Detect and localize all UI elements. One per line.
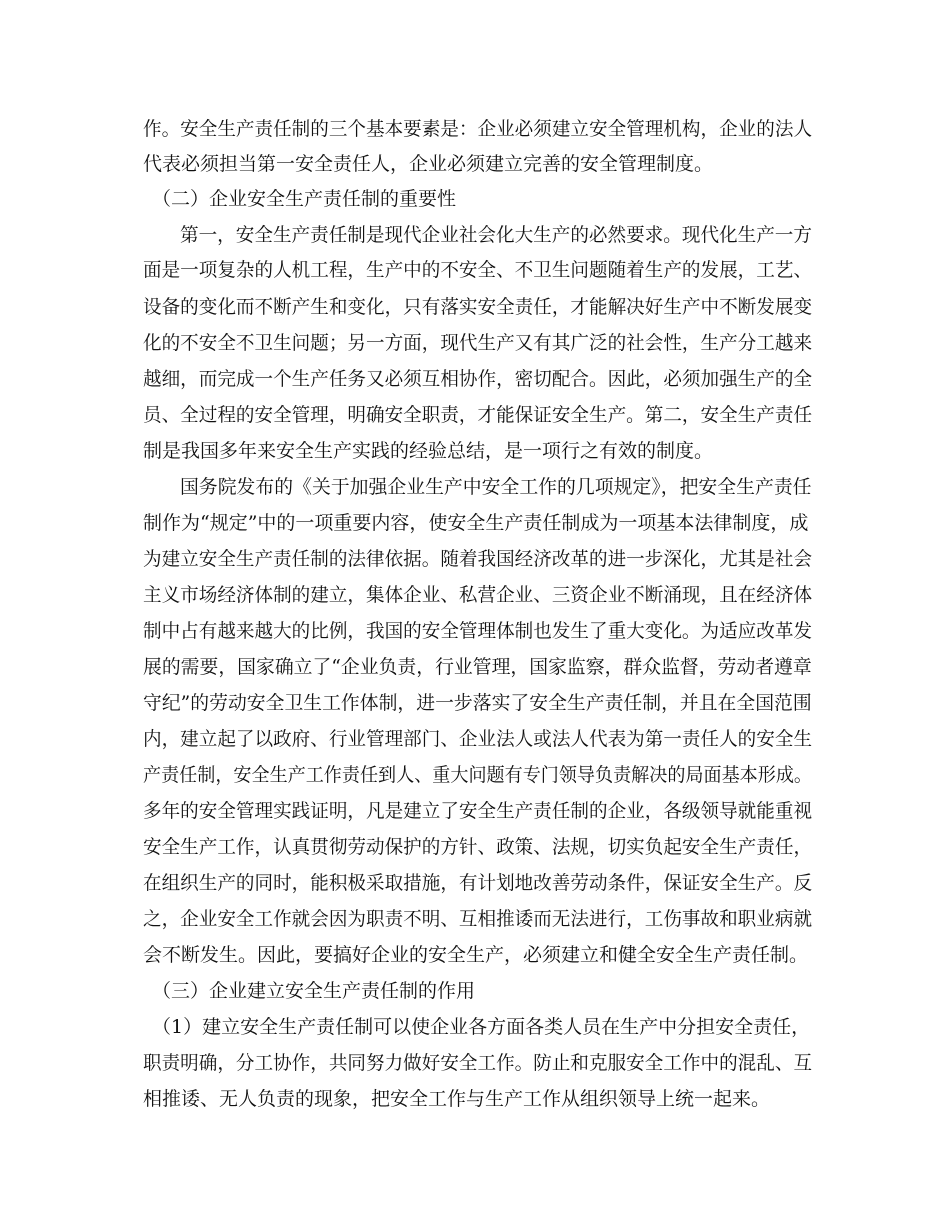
- text-line: 代表必须担当第一安全责任人，企业必须建立完善的安全管理制度。: [143, 153, 714, 175]
- text-line: 会不断发生。因此，要搞好企业的安全生产，必须建立和健全安全生产责任制。: [143, 944, 809, 966]
- section-heading: （三）企业建立安全生产责任制的作用: [152, 980, 476, 1002]
- text-line: 多年的安全管理实践证明，凡是建立了安全生产责任制的企业，各级领导就能重视: [143, 800, 813, 822]
- text-line: 安全生产工作，认真贯彻劳动保护的方针、政策、法规，切实负起安全生产责任，: [143, 836, 813, 858]
- text-line: 为建立安全生产责任制的法律依据。随着我国经济改革的进一步深化，尤其是社会: [143, 548, 813, 570]
- text-line: 在组织生产的同时，能积极采取措施，有计划地改善劳动条件，保证安全生产。反: [143, 872, 813, 894]
- text-line: 制是我国多年来安全生产实践的经验总结，是一项行之有效的制度。: [143, 440, 714, 462]
- text-line: 作。安全生产责任制的三个基本要素是：企业必须建立安全管理机构，企业的法人: [143, 118, 813, 140]
- text-line: 内，建立起了以政府、行业管理部门、企业法人或法人代表为第一责任人的安全生: [143, 728, 813, 750]
- text-line: 设备的变化而不断产生和变化，只有落实安全责任，才能解决好生产中不断发展变: [143, 296, 813, 318]
- text-line: 产责任制，安全生产工作责任到人、重大问题有专门领导负责解决的局面基本形成。: [143, 764, 812, 786]
- text-line: 越细，而完成一个生产任务又必须互相协作，密切配合。因此，必须加强生产的全: [143, 368, 813, 390]
- text-line: 化的不安全不卫生问题；另一方面，现代生产又有其广泛的社会性，生产分工越来: [143, 332, 813, 354]
- section-heading: （二）企业安全生产责任制的重要性: [152, 188, 457, 210]
- text-line: （1）建立安全生产责任制可以使企业各方面各类人员在生产中分担安全责任，: [152, 1016, 811, 1038]
- text-line: 主义市场经济体制的建立，集体企业、私营企业、三资企业不断涌现，且在经济体: [143, 584, 813, 606]
- text-line: 制中占有越来越大的比例，我国的安全管理体制也发生了重大变化。为适应改革发: [143, 620, 813, 642]
- text-line: 相推诿、无人负责的现象，把安全工作与生产工作从组织领导上统一起来。: [143, 1088, 771, 1110]
- text-line: 展的需要，国家确立了“企业负责，行业管理，国家监察，群众监督，劳动者遵章: [143, 656, 812, 678]
- text-line: 之，企业安全工作就会因为职责不明、互相推诿而无法进行，工伤事故和职业病就: [143, 908, 813, 930]
- text-line: 面是一项复杂的人机工程，生产中的不安全、不卫生问题随着生产的发展，工艺、: [143, 259, 813, 281]
- text-line: 制作为“规定”中的一项重要内容，使安全生产责任制成为一项基本法律制度，成: [143, 512, 809, 534]
- text-line: 国务院发布的《关于加强企业生产中安全工作的几项规定》，把安全生产责任: [180, 476, 812, 498]
- text-line: 职责明确，分工协作，共同努力做好安全工作。防止和克服安全工作中的混乱、互: [143, 1052, 813, 1074]
- text-line: 员、全过程的安全管理，明确安全职责，才能保证安全生产。第二，安全生产责任: [143, 404, 813, 426]
- text-line: 守纪”的劳动安全卫生工作体制，进一步落实了安全生产责任制，并且在全国范围: [143, 692, 812, 714]
- text-line: 第一，安全生产责任制是现代企业社会化大生产的必然要求。现代化生产一方: [180, 224, 812, 246]
